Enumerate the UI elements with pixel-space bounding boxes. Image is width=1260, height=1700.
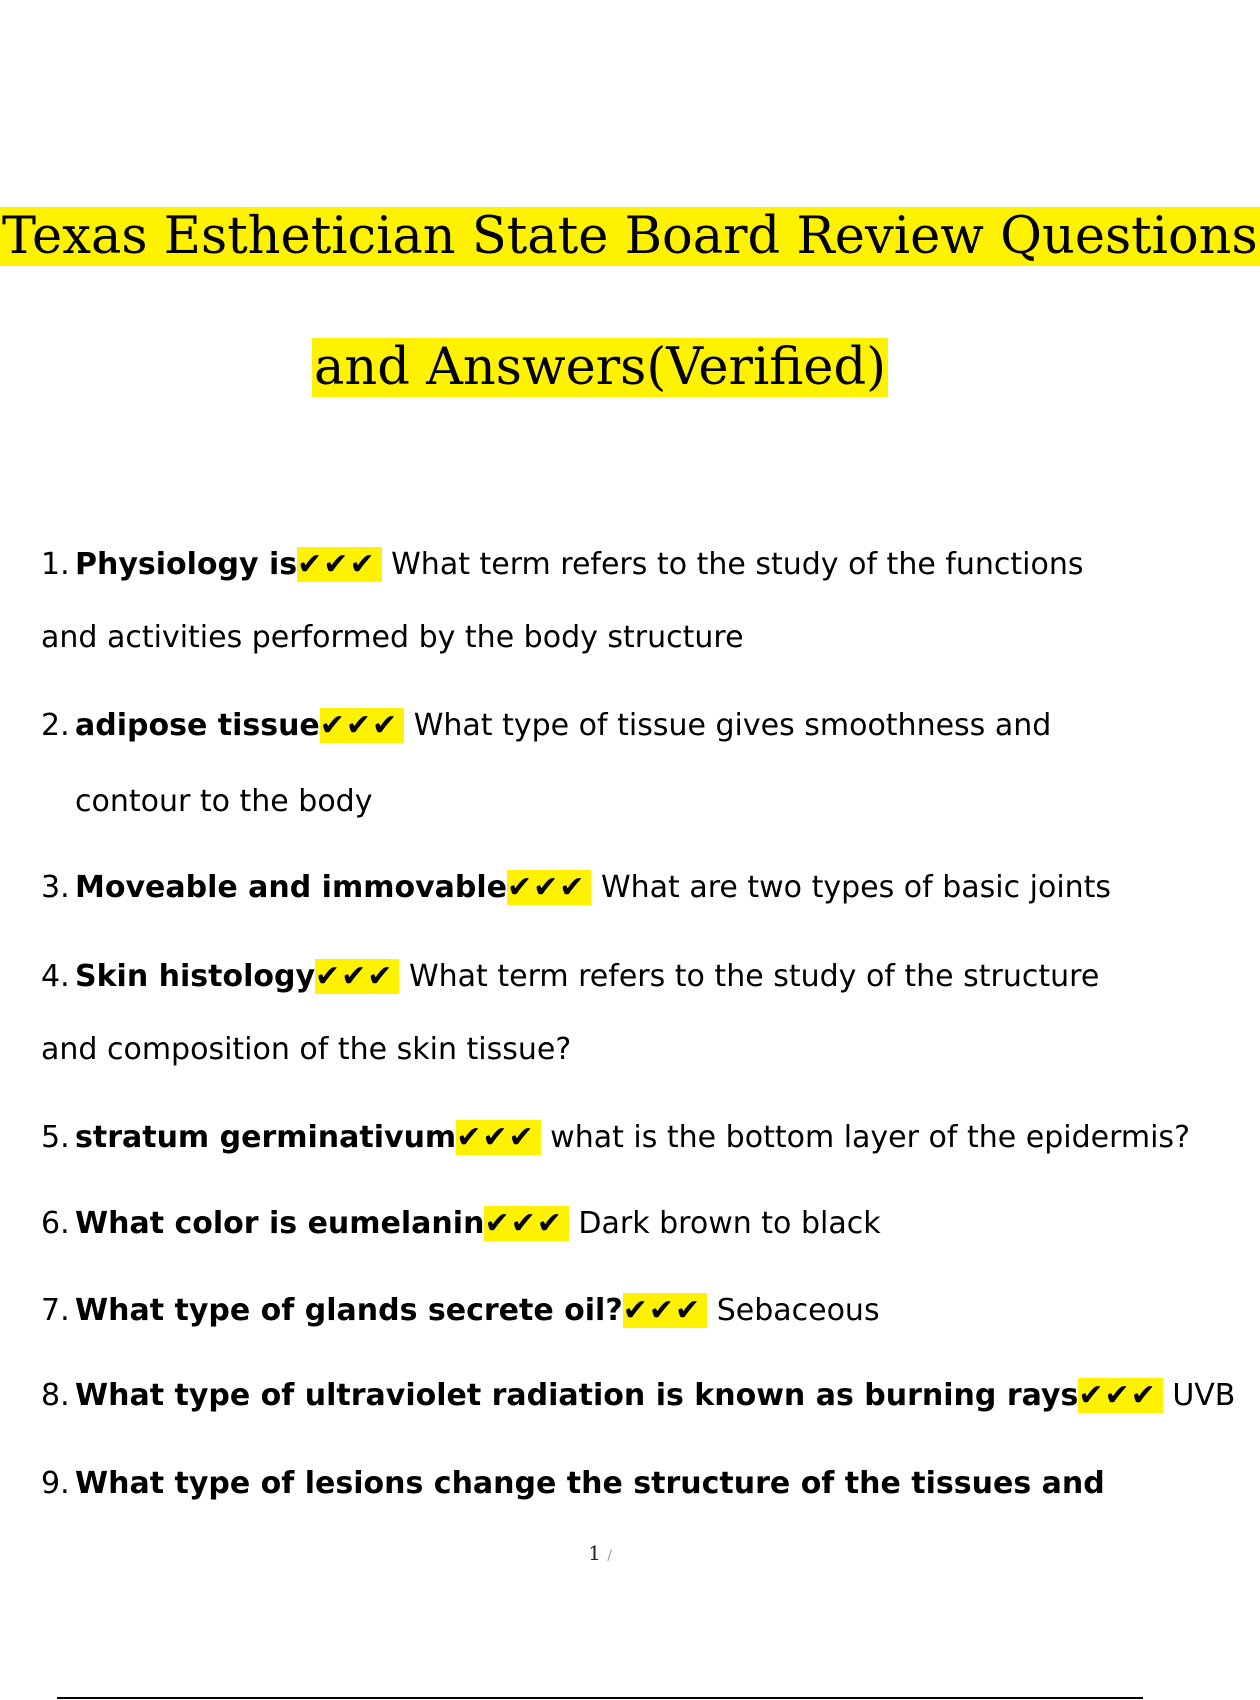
question-text: stratum germinativum — [75, 1120, 457, 1155]
answer-text: what is the bottom layer of the epidermis? — [550, 1120, 1190, 1155]
title-highlight: Texas Esthetician State Board Review Questions — [2, 207, 1258, 266]
answer-text: Sebaceous — [716, 1293, 880, 1328]
answer-continuation: contour to the body — [75, 784, 373, 819]
answer-text: UVB — [1172, 1378, 1236, 1413]
question-text: Physiology is — [75, 547, 298, 582]
item-number: 6. — [41, 1206, 70, 1241]
answer-text: What term refers to the study of the structure — [408, 959, 1100, 994]
question-text: What type of lesions change the structure of the tissues and — [75, 1466, 1105, 1501]
answer-text: What term refers to the study of the functions — [391, 547, 1084, 582]
check-marks-icon: ✔✔✔ — [456, 1120, 540, 1155]
check-marks-icon: ✔✔✔ — [484, 1206, 568, 1241]
page-number — [0, 1541, 1200, 1565]
item-number: 9. — [41, 1466, 70, 1501]
question-text: What color is eumelanin — [75, 1206, 485, 1241]
check-marks-icon: ✔✔✔ — [320, 708, 404, 743]
page-number-value: 1 — [588, 1541, 601, 1565]
check-marks-icon: ✔✔✔ — [1078, 1378, 1162, 1413]
document-title-line-2 — [0, 336, 1200, 400]
item-number: 7. — [41, 1293, 70, 1328]
item-number: 2. — [41, 708, 70, 743]
question-text: Moveable and immovable — [75, 870, 507, 905]
answer-continuation: and composition of the skin tissue? — [41, 1032, 572, 1067]
item-number: 8. — [41, 1378, 70, 1413]
answer-continuation: and activities performed by the body structure — [41, 620, 744, 655]
item-number: 3. — [41, 870, 70, 905]
item-number: 4. — [41, 959, 70, 994]
answer-text: What type of tissue gives smoothness and — [413, 708, 1052, 743]
footer-divider — [57, 1697, 1143, 1699]
title-highlight: and Answers(Verified) — [313, 338, 886, 397]
question-text: Skin histology — [75, 959, 316, 994]
check-marks-icon: ✔✔✔ — [623, 1293, 707, 1328]
item-number: 5. — [41, 1120, 70, 1155]
question-text: adipose tissue — [75, 708, 320, 743]
question-text: What type of ultraviolet radiation is known as burning rays — [75, 1378, 1079, 1413]
check-marks-icon: ✔✔✔ — [297, 547, 381, 582]
answer-text: Dark brown to black — [578, 1206, 881, 1241]
check-marks-icon: ✔✔✔ — [315, 959, 399, 994]
check-marks-icon: ✔✔✔ — [507, 870, 591, 905]
answer-text: What are two types of basic joints — [600, 870, 1112, 905]
document-title-line-1 — [0, 205, 1258, 269]
question-text: What type of glands secrete oil? — [75, 1293, 623, 1328]
item-number: 1. — [41, 547, 70, 582]
page-number-separator: / — [607, 1548, 612, 1564]
